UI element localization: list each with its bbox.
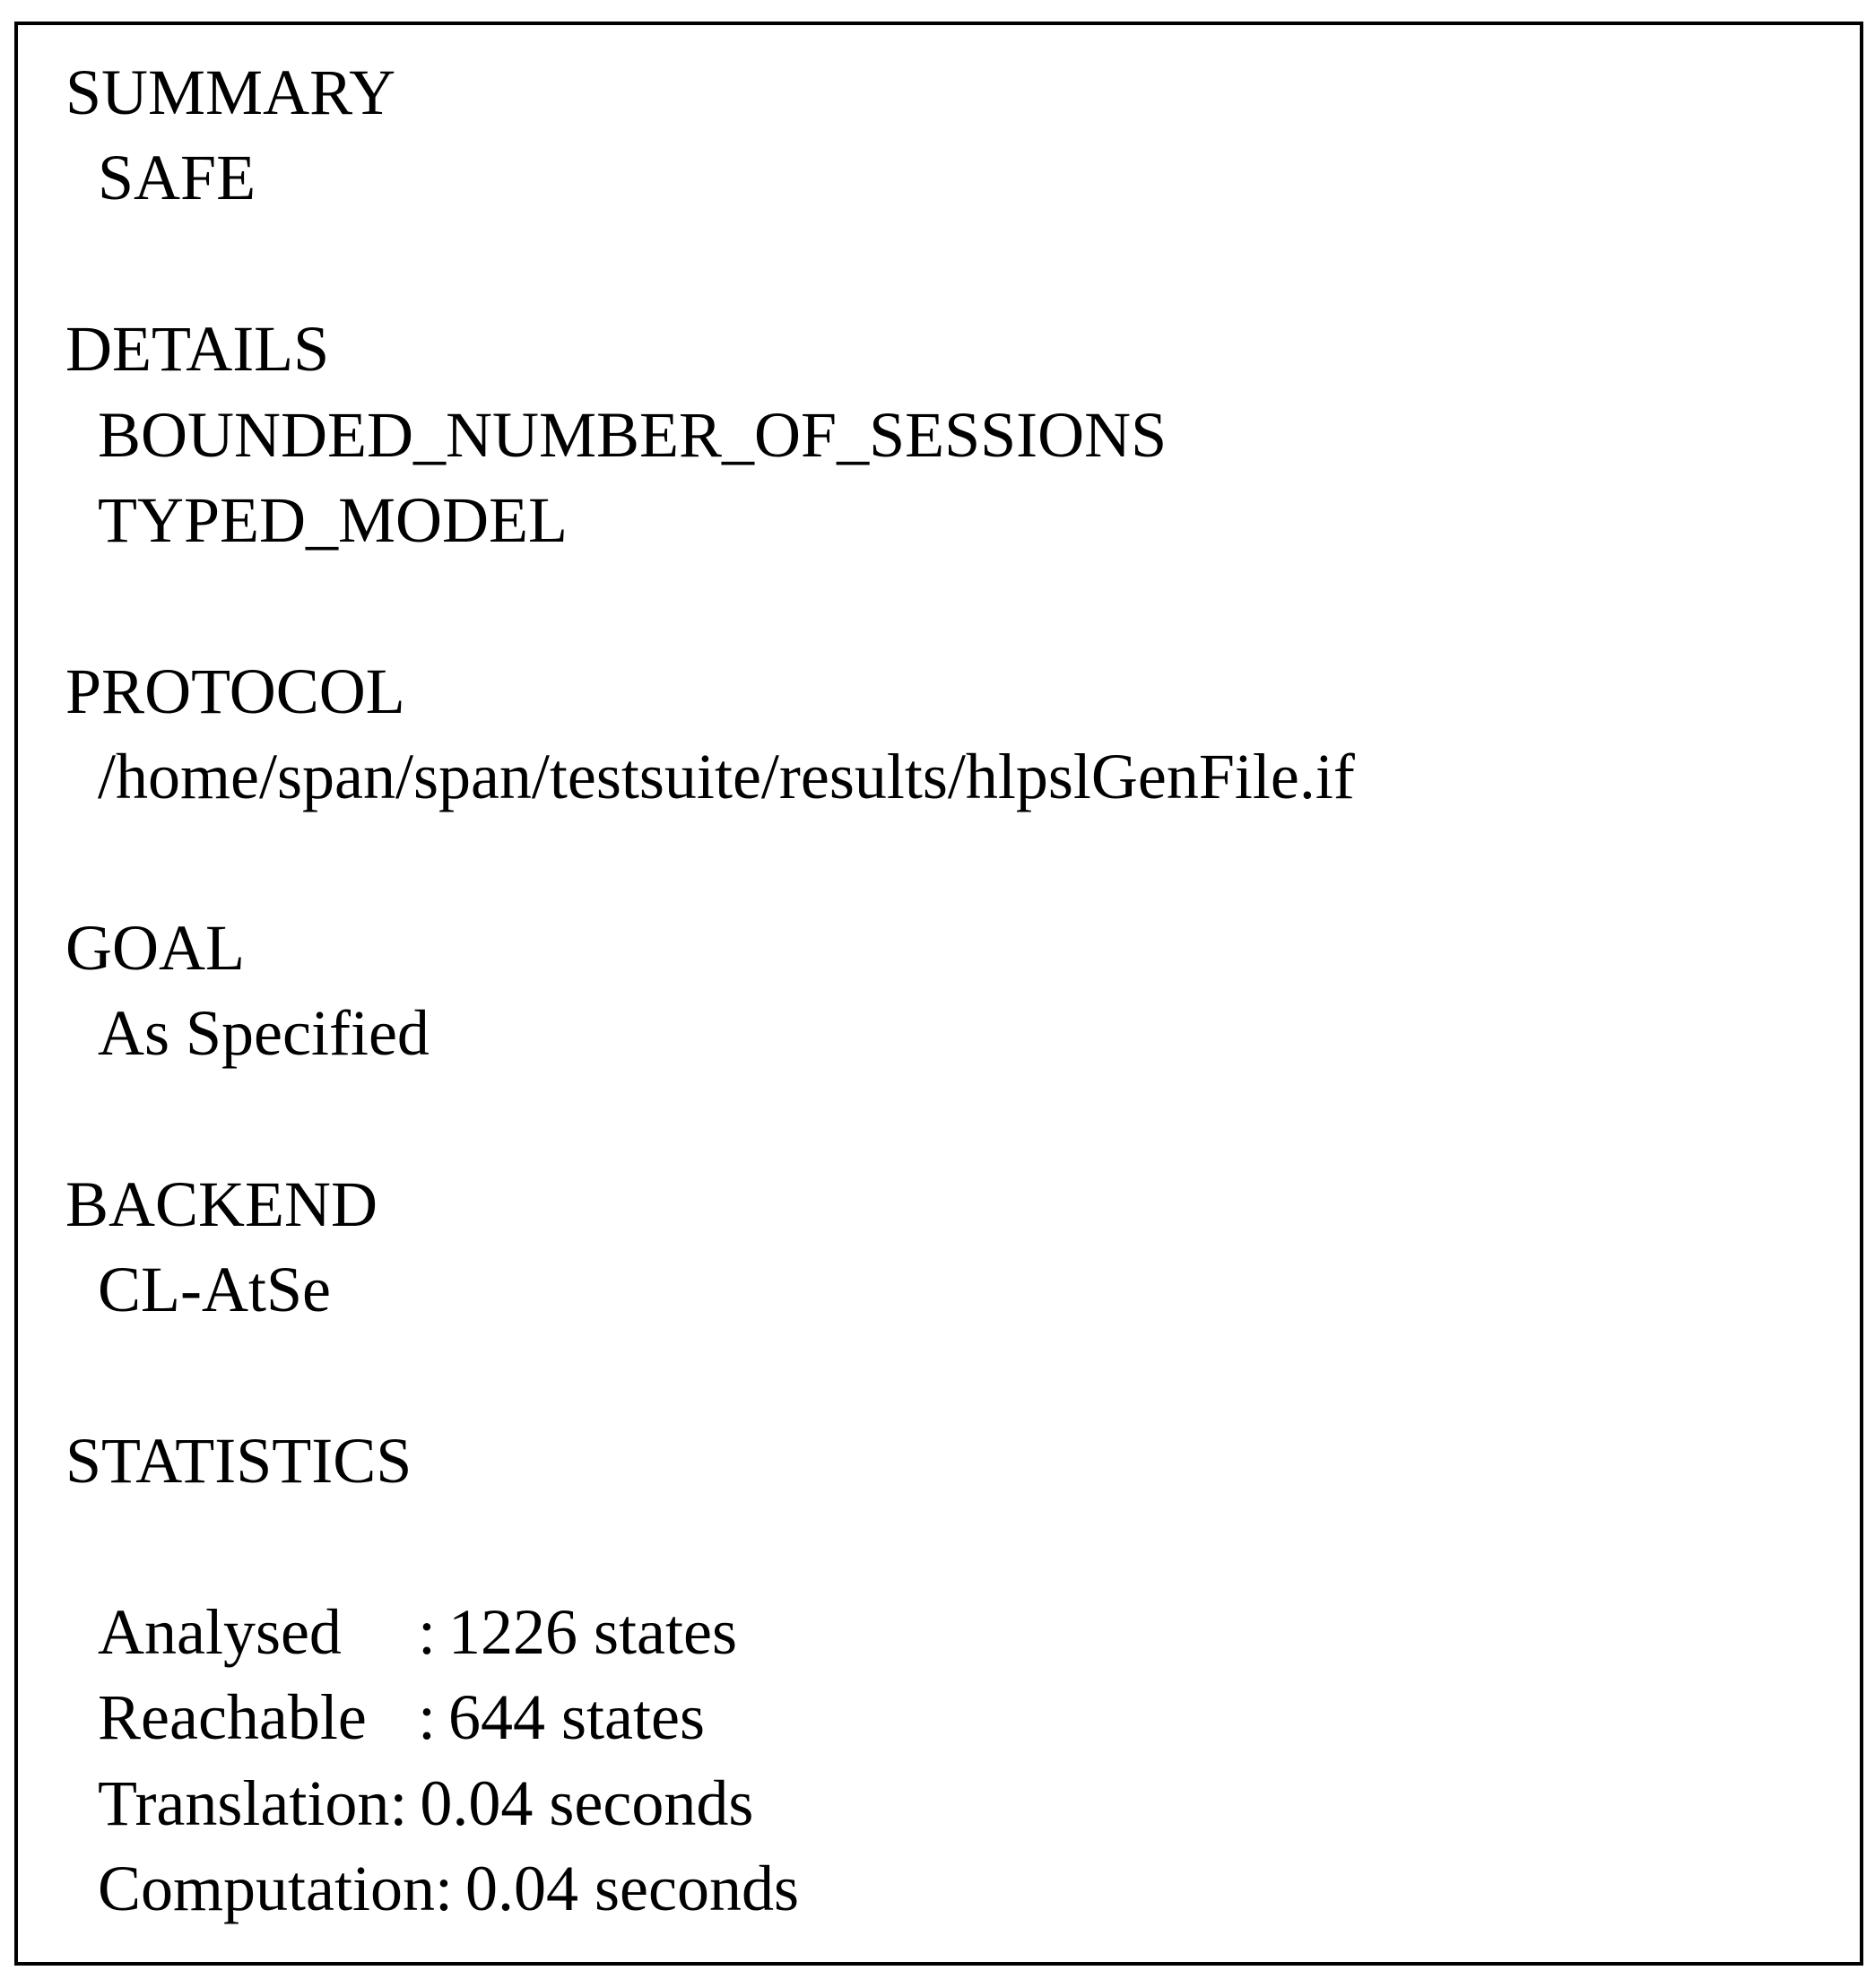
summary-value: SAFE <box>98 142 256 214</box>
stat-label: Reachable <box>98 1681 367 1754</box>
stat-row-analysed <box>18 1590 1860 1675</box>
details-value-bounded-sessions: BOUNDED_NUMBER_OF_SESSIONS <box>98 398 1168 471</box>
stat-row-reachable <box>18 1675 1860 1760</box>
stat-row-computation <box>18 1846 1860 1932</box>
stat-separator: : <box>418 1596 437 1669</box>
stat-label: Computation <box>98 1853 435 1925</box>
blank-line <box>18 563 1860 648</box>
protocol-header: PROTOCOL <box>65 655 405 727</box>
backend-value: CL-AtSe <box>98 1254 331 1326</box>
report-content <box>18 50 1860 1932</box>
stat-separator: : <box>389 1767 408 1839</box>
analysis-report-box <box>14 22 1863 1966</box>
goal-header: GOAL <box>65 911 245 984</box>
details-value-typed-model: TYPED_MODEL <box>98 483 568 556</box>
protocol-file-path: /home/span/span/testsuite/results/hlpslGenFile.if <box>98 741 1355 813</box>
stat-label: Analysed <box>98 1596 342 1669</box>
blank-line <box>18 820 1860 906</box>
summary-header: SUMMARY <box>65 56 396 128</box>
blank-line <box>18 1505 1860 1590</box>
stat-row-translation <box>18 1761 1860 1846</box>
blank-line <box>18 221 1860 307</box>
details-header: DETAILS <box>65 313 330 386</box>
stat-separator: : <box>418 1681 437 1754</box>
blank-line <box>18 1077 1860 1162</box>
goal-value: As Specified <box>98 997 430 1070</box>
stat-separator: : <box>435 1853 454 1925</box>
blank-line <box>18 1333 1860 1419</box>
stat-value: 0.04 seconds <box>420 1767 754 1839</box>
backend-header: BACKEND <box>65 1168 378 1241</box>
stat-value: 0.04 seconds <box>465 1853 799 1925</box>
statistics-header: STATISTICS <box>65 1425 412 1498</box>
stat-label: Translation <box>98 1767 390 1839</box>
stat-value: 644 states <box>448 1681 705 1754</box>
stat-value: 1226 states <box>448 1596 737 1669</box>
